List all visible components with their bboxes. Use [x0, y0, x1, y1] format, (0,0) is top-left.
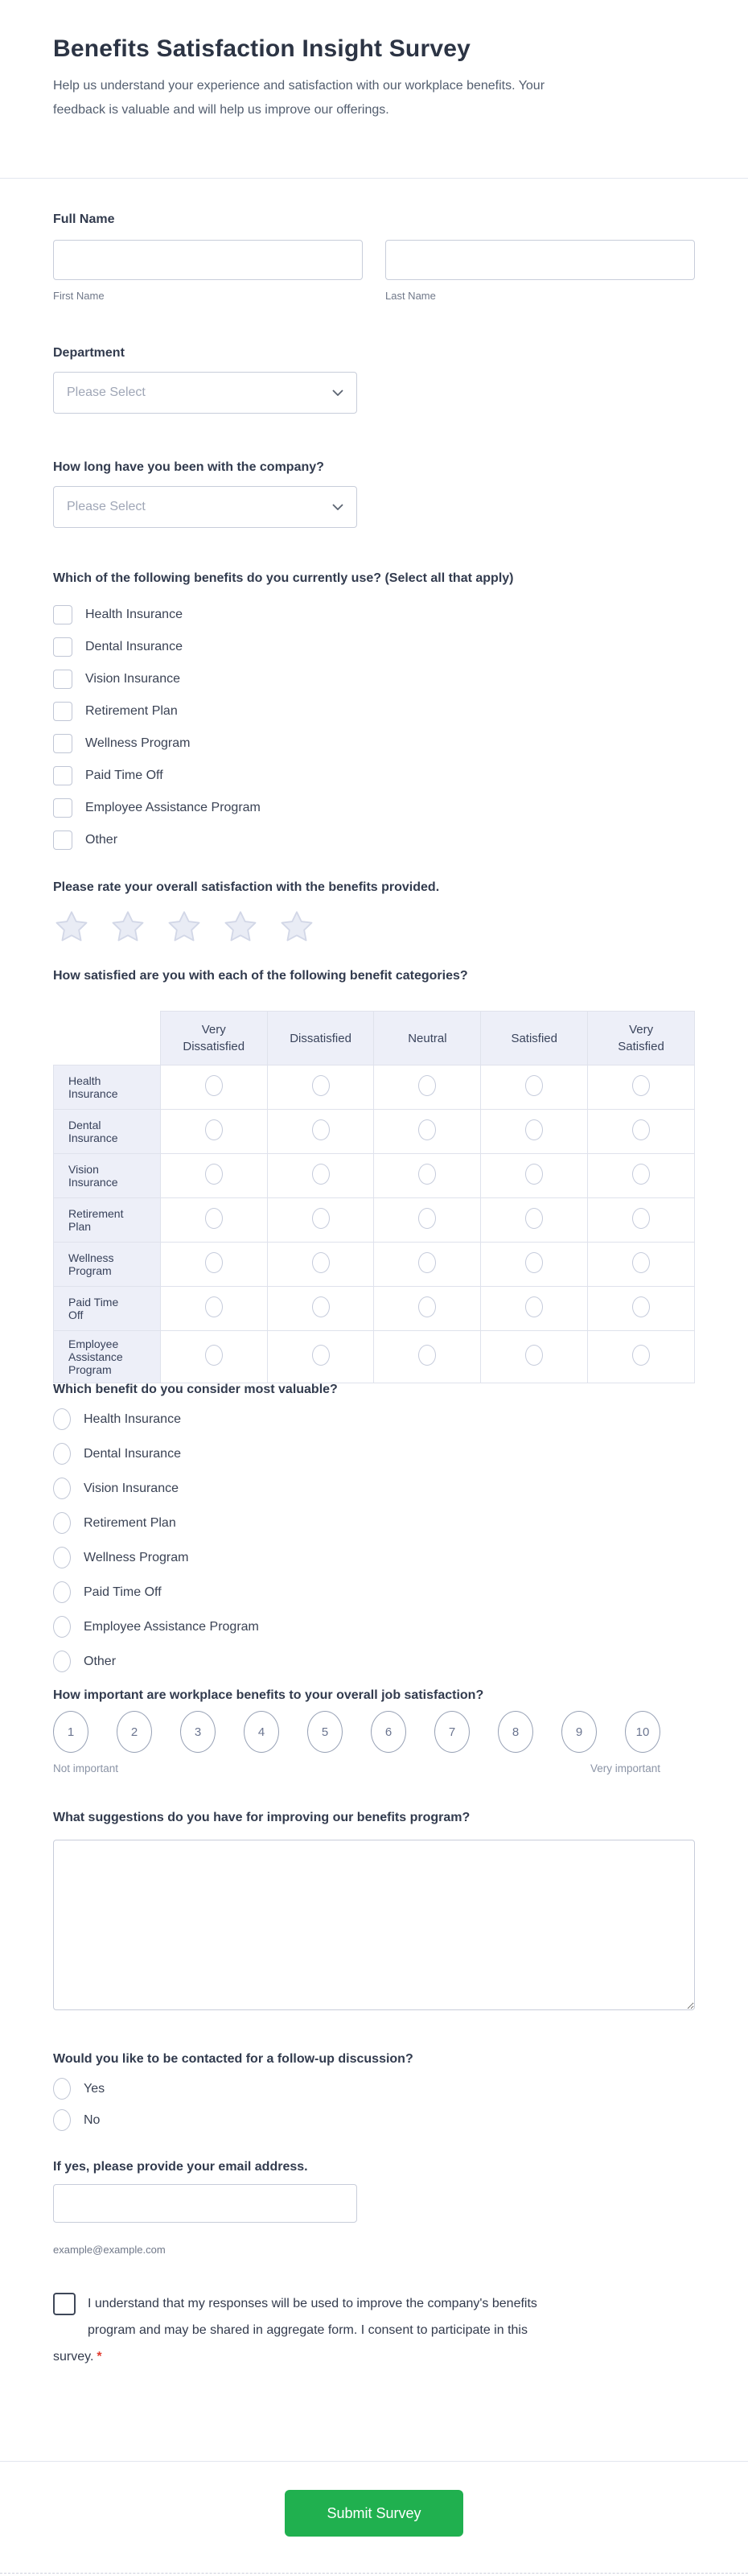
checkbox-option-label: Employee Assistance Program [85, 801, 261, 814]
matrix-radio[interactable] [205, 1119, 223, 1140]
first-name-input[interactable] [53, 240, 363, 280]
star-icon[interactable] [109, 909, 146, 945]
checkbox[interactable] [53, 831, 72, 850]
matrix-row [54, 1243, 695, 1287]
matrix-column-header: Satisfied [481, 1012, 588, 1065]
matrix-column-header: Neutral [374, 1012, 481, 1065]
consent-block [53, 2290, 552, 2370]
radio-option-label: Health Insurance [84, 1412, 181, 1426]
last-name-sublabel: Last Name [385, 290, 436, 302]
form-description: Help us understand your experience and satisfaction with our workplace benefits. Your feedback is valuable and will help us improve our offerings. [53, 79, 545, 117]
radio-option [53, 1443, 695, 1465]
tenure-placeholder: Please Select [67, 500, 146, 513]
full-name-fields [53, 240, 695, 302]
star-icon[interactable] [278, 909, 315, 945]
consent-checkbox[interactable] [53, 2293, 76, 2315]
matrix-radio[interactable] [525, 1296, 543, 1317]
radio-option [53, 2078, 695, 2100]
matrix-radio[interactable] [632, 1164, 650, 1185]
matrix-radio[interactable] [418, 1345, 436, 1366]
checkbox[interactable] [53, 670, 72, 689]
first-name-field [53, 240, 363, 302]
radio-option-label: Other [84, 1654, 117, 1668]
matrix-radio[interactable] [632, 1252, 650, 1273]
radio-option-label: Paid Time Off [84, 1585, 162, 1599]
checkbox-option-label: Other [85, 833, 118, 847]
matrix-row-label: Vision Insurance [54, 1154, 161, 1198]
matrix-radio[interactable] [312, 1296, 330, 1317]
checkbox-option-label: Vision Insurance [85, 672, 180, 686]
radio[interactable] [53, 2078, 71, 2100]
department-label: Department [53, 346, 125, 360]
matrix-radio[interactable] [205, 1075, 223, 1096]
follow-up-options [53, 2078, 695, 2131]
star-icon[interactable] [222, 909, 259, 945]
radio[interactable] [53, 1408, 71, 1430]
checkbox-option-label: Retirement Plan [85, 704, 178, 718]
matrix-radio[interactable] [312, 1164, 330, 1185]
radio-option [53, 1512, 695, 1534]
chevron-down-icon [332, 504, 343, 510]
matrix-radio[interactable] [632, 1075, 650, 1096]
page-bottom-edge [0, 2573, 748, 2574]
footer-separator [0, 2461, 748, 2462]
chevron-down-icon [332, 389, 343, 396]
matrix-radio[interactable] [525, 1345, 543, 1366]
radio-option [53, 1616, 695, 1638]
matrix-column-header: Dissatisfied [267, 1012, 374, 1065]
scale-value-button[interactable]: 9 [561, 1711, 597, 1753]
matrix-label: How satisfied are you with each of the following benefit categories? [53, 969, 468, 983]
radio[interactable] [53, 1651, 71, 1672]
radio[interactable] [53, 1616, 71, 1638]
checkbox-option [53, 605, 695, 624]
matrix-row-label: Employee Assistance Program [54, 1331, 161, 1383]
checkbox-option [53, 637, 695, 657]
radio-option-label: Dental Insurance [84, 1446, 181, 1461]
department-placeholder: Please Select [67, 385, 146, 399]
star-icon[interactable] [53, 909, 90, 945]
checkbox-option [53, 670, 695, 689]
scale-max-label: Very important [590, 1762, 660, 1774]
matrix-radio[interactable] [632, 1345, 650, 1366]
satisfaction-matrix [53, 1011, 695, 1383]
matrix-row [54, 1287, 695, 1331]
radio[interactable] [53, 1478, 71, 1499]
checkbox-option-label: Health Insurance [85, 608, 183, 621]
matrix-row-label: Wellness Program [54, 1243, 161, 1287]
star-icon[interactable] [166, 909, 203, 945]
matrix-radio[interactable] [418, 1252, 436, 1273]
matrix-radio[interactable] [525, 1119, 543, 1140]
matrix-radio[interactable] [525, 1252, 543, 1273]
email-input[interactable] [53, 2184, 357, 2223]
scale-value-button[interactable]: 7 [434, 1711, 470, 1753]
checkbox-option-label: Paid Time Off [85, 769, 163, 782]
checkbox-option-label: Dental Insurance [85, 640, 183, 653]
matrix-radio[interactable] [312, 1345, 330, 1366]
importance-scale [53, 1711, 695, 1753]
tenure-select[interactable] [53, 486, 357, 528]
follow-up-label: Would you like to be contacted for a follow-up discussion? [53, 2052, 413, 2066]
radio-option-label: Wellness Program [84, 1550, 189, 1564]
checkbox[interactable] [53, 734, 72, 753]
matrix-column-header: Very Satisfied [588, 1012, 695, 1065]
radio-option-label: Vision Insurance [84, 1481, 179, 1495]
scale-value-button[interactable]: 4 [244, 1711, 279, 1753]
radio[interactable] [53, 1443, 71, 1465]
matrix-corner-cell [54, 1012, 161, 1065]
matrix-radio[interactable] [525, 1208, 543, 1229]
submit-button[interactable]: Submit Survey [285, 2490, 463, 2537]
matrix-radio[interactable] [632, 1296, 650, 1317]
last-name-input[interactable] [385, 240, 695, 280]
radio-option [53, 1408, 695, 1430]
checkbox[interactable] [53, 637, 72, 657]
radio-option [53, 1651, 695, 1672]
checkbox-option [53, 798, 695, 818]
scale-value-button[interactable]: 3 [180, 1711, 216, 1753]
matrix-radio[interactable] [525, 1075, 543, 1096]
scale-min-label: Not important [53, 1762, 119, 1774]
scale-value-button[interactable]: 1 [53, 1711, 88, 1753]
benefits-used-label: Which of the following benefits do you currently use? (Select all that apply) [53, 571, 514, 585]
radio-option [53, 2109, 695, 2131]
matrix-row [54, 1198, 695, 1243]
suggestions-label: What suggestions do you have for improving our benefits program? [53, 1811, 471, 1824]
matrix-column-header: Very Dissatisfied [160, 1012, 267, 1065]
matrix-radio[interactable] [205, 1208, 223, 1229]
radio-option-label: Yes [84, 2081, 105, 2096]
matrix-radio[interactable] [418, 1164, 436, 1185]
matrix-radio[interactable] [418, 1208, 436, 1229]
most-valuable-label: Which benefit do you consider most valuable? [53, 1383, 338, 1396]
checkbox[interactable] [53, 702, 72, 721]
department-select[interactable] [53, 372, 357, 414]
page-title: Benefits Satisfaction Insight Survey [53, 35, 471, 62]
importance-label: How important are workplace benefits to your overall job satisfaction? [53, 1688, 484, 1702]
checkbox-option [53, 831, 695, 850]
matrix-row-label: Health Insurance [54, 1065, 161, 1110]
last-name-field [385, 240, 695, 302]
matrix-radio[interactable] [205, 1296, 223, 1317]
scale-value-button[interactable]: 5 [307, 1711, 343, 1753]
matrix-radio[interactable] [312, 1208, 330, 1229]
email-label: If yes, please provide your email address. [53, 2160, 308, 2174]
checkbox[interactable] [53, 766, 72, 785]
checkbox-option [53, 766, 695, 785]
scale-value-button[interactable]: 2 [117, 1711, 152, 1753]
radio[interactable] [53, 1512, 71, 1534]
checkbox[interactable] [53, 605, 72, 624]
radio-option-label: Retirement Plan [84, 1515, 176, 1530]
matrix-body [54, 1065, 695, 1383]
tenure-label: How long have you been with the company? [53, 460, 324, 474]
first-name-sublabel: First Name [53, 290, 105, 302]
full-name-label: Full Name [53, 212, 115, 226]
radio[interactable] [53, 1547, 71, 1568]
matrix-radio[interactable] [525, 1164, 543, 1185]
radio-option [53, 1547, 695, 1568]
matrix-radio[interactable] [632, 1119, 650, 1140]
checkbox-option-label: Wellness Program [85, 736, 191, 750]
matrix-radio[interactable] [205, 1164, 223, 1185]
required-asterisk: * [97, 2350, 102, 2364]
checkbox-option [53, 734, 695, 753]
star-rating [53, 909, 695, 945]
radio-option-label: Employee Assistance Program [84, 1619, 259, 1634]
checkbox[interactable] [53, 798, 72, 818]
matrix-radio[interactable] [632, 1208, 650, 1229]
matrix-row-label: Dental Insurance [54, 1110, 161, 1154]
suggestions-textarea[interactable] [53, 1840, 695, 2010]
matrix-radio[interactable] [205, 1252, 223, 1273]
matrix-row-label: Retirement Plan [54, 1198, 161, 1243]
matrix-radio[interactable] [312, 1075, 330, 1096]
matrix-row [54, 1110, 695, 1154]
matrix-header-row [54, 1012, 695, 1065]
radio[interactable] [53, 2109, 71, 2131]
email-hint: example@example.com [53, 2244, 166, 2256]
radio-option-label: No [84, 2112, 101, 2127]
matrix-row [54, 1065, 695, 1110]
checkbox-option [53, 702, 695, 721]
scale-value-button[interactable]: 8 [498, 1711, 533, 1753]
scale-value-button[interactable]: 10 [625, 1711, 660, 1753]
matrix-row [54, 1331, 695, 1383]
matrix-radio[interactable] [418, 1119, 436, 1140]
consent-text: I understand that my responses will be used to improve the company's benefits program and may be shared in aggregate form. I consent to participate in this survey. [53, 2297, 537, 2364]
most-valuable-options [53, 1408, 695, 1672]
radio-option [53, 1581, 695, 1603]
matrix-row [54, 1154, 695, 1198]
matrix-radio[interactable] [418, 1296, 436, 1317]
radio[interactable] [53, 1581, 71, 1603]
matrix-radio[interactable] [418, 1075, 436, 1096]
matrix-radio[interactable] [312, 1252, 330, 1273]
form-header [53, 35, 695, 122]
benefits-used-options [53, 605, 695, 850]
matrix-radio[interactable] [312, 1119, 330, 1140]
overall-rating-label: Please rate your overall satisfaction with the benefits provided. [53, 880, 440, 894]
header-separator [0, 178, 748, 179]
scale-value-button[interactable]: 6 [371, 1711, 406, 1753]
radio-option [53, 1478, 695, 1499]
matrix-row-label: Paid Time Off [54, 1287, 161, 1331]
matrix-radio[interactable] [205, 1345, 223, 1366]
